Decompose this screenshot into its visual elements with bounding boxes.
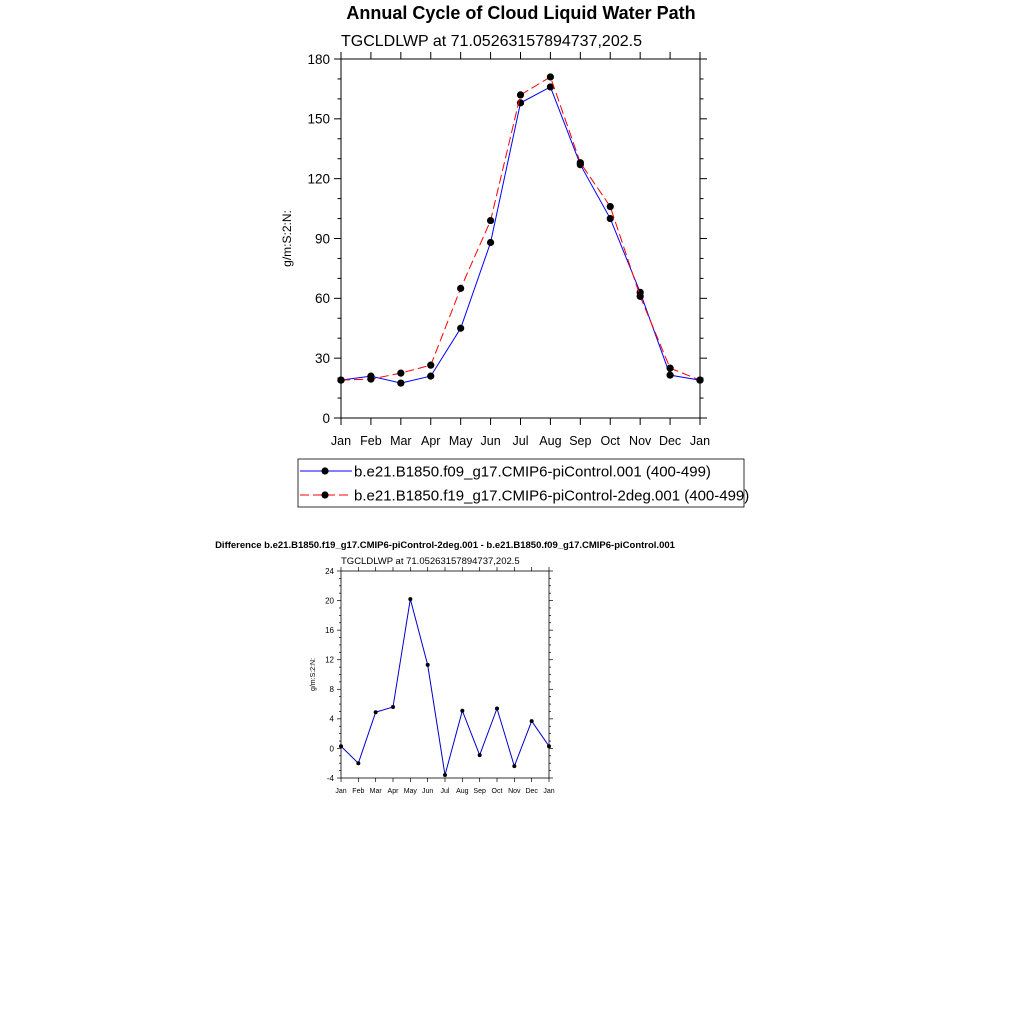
diff-x-tick-label: May xyxy=(403,788,417,795)
main-x-tick-label: Jun xyxy=(480,434,501,448)
diff-series-1-point xyxy=(547,744,551,748)
diff-series-1-line xyxy=(341,599,549,775)
diff-x-tick-label: Jul xyxy=(440,788,450,795)
main-series-2-point xyxy=(427,362,434,369)
diff-series-1-point xyxy=(339,744,343,748)
main-series-2-point xyxy=(577,159,584,166)
main-series-1-point xyxy=(487,239,494,246)
main-x-tick-label: Jul xyxy=(512,434,529,448)
main-y-tick-label: 90 xyxy=(314,231,330,247)
main-series-2-line xyxy=(341,77,700,380)
main-y-axis-label: g/m:S:2:N: xyxy=(280,210,294,267)
main-series-2-point xyxy=(517,91,524,98)
main-series-1-point xyxy=(666,372,673,379)
diff-series-1-point xyxy=(478,753,482,757)
main-series-2-point xyxy=(367,376,374,383)
main-series-2-point xyxy=(666,365,673,372)
main-legend-marker-2 xyxy=(321,491,328,498)
main-x-tick-label: Jan xyxy=(330,434,352,448)
diff-x-tick-label: Aug xyxy=(456,788,469,795)
main-x-tick-label: Feb xyxy=(360,434,382,448)
main-y-tick-label: 60 xyxy=(314,291,330,307)
main-series-2-point xyxy=(397,370,404,377)
main-y-tick-label: 0 xyxy=(322,410,330,426)
diff-series-1-point xyxy=(443,773,447,777)
main-legend-entry-1: b.e21.B1850.f09_g17.CMIP6-piControl.001 (400-499) xyxy=(354,463,711,481)
diff-y-tick-label: 0 xyxy=(329,744,334,754)
main-series-2-point xyxy=(337,377,344,384)
main-series-2-point xyxy=(637,293,644,300)
main-x-tick-label: Mar xyxy=(390,434,412,448)
diff-x-tick-label: Jan xyxy=(335,788,347,795)
diff-y-tick-label: 24 xyxy=(325,566,334,576)
diff-y-tick-label: 12 xyxy=(325,655,334,665)
main-x-tick-label: Aug xyxy=(539,434,562,448)
diff-series-1-point xyxy=(408,597,412,601)
diff-x-tick-label: Apr xyxy=(387,788,399,795)
diff-y-tick-label: 16 xyxy=(325,626,334,636)
diff-x-tick-label: Mar xyxy=(369,788,382,795)
diff-chart xyxy=(215,540,676,795)
main-series-1-point xyxy=(607,215,614,222)
main-series-2-point xyxy=(457,285,464,292)
diff-series-1-point xyxy=(512,764,516,768)
main-chart-title: Annual Cycle of Cloud Liquid Water Path xyxy=(346,3,696,23)
main-x-tick-label: Sep xyxy=(569,434,592,448)
main-series-2-point xyxy=(696,377,703,384)
main-x-tick-label: Nov xyxy=(629,434,652,448)
diff-series-1-point xyxy=(495,707,499,711)
main-y-tick-label: 180 xyxy=(307,51,330,67)
main-x-tick-label: Apr xyxy=(421,434,441,448)
main-y-tick-label: 150 xyxy=(307,111,330,127)
main-series-1-line xyxy=(341,87,700,383)
diff-y-axis-label: g/m:S:2:N: xyxy=(310,657,317,692)
diff-x-tick-label: Jun xyxy=(422,788,434,795)
diff-x-tick-label: Nov xyxy=(508,788,521,795)
main-legend-marker-1 xyxy=(321,467,328,474)
diff-plot-frame xyxy=(341,571,549,778)
main-series-2-point xyxy=(547,73,554,80)
diff-y-tick-label: 4 xyxy=(329,714,334,724)
main-x-tick-label: Oct xyxy=(600,434,620,448)
diff-y-tick-label: 20 xyxy=(325,596,334,606)
main-series-1-point xyxy=(397,379,404,386)
main-x-tick-label: Jan xyxy=(689,434,711,448)
diff-series-1-point xyxy=(530,719,534,723)
main-y-tick-label: 30 xyxy=(314,351,330,367)
main-x-tick-label: May xyxy=(448,434,473,448)
diff-chart-subtitle: TGCLDLWP at 71.05263157894737,202.5 xyxy=(341,556,520,567)
main-chart-subtitle: TGCLDLWP at 71.05263157894737,202.5 xyxy=(341,33,642,50)
main-chart xyxy=(280,3,749,507)
diff-x-tick-label: Feb xyxy=(352,788,365,795)
diff-series-1-point xyxy=(426,663,430,667)
main-series-1-point xyxy=(457,325,464,332)
main-y-tick-label: 120 xyxy=(307,171,330,187)
diff-chart-title: Difference b.e21.B1850.f19_g17.CMIP6-piControl-2deg.001 - b.e21.B1850.f09_g17.CMIP6-piControl.001 xyxy=(215,540,675,551)
diff-x-tick-label: Oct xyxy=(491,788,503,795)
diff-series-1-point xyxy=(374,710,378,714)
main-series-2-point xyxy=(487,217,494,224)
diff-x-tick-label: Dec xyxy=(525,788,538,795)
diff-series-1-point xyxy=(356,761,360,765)
main-x-tick-label: Dec xyxy=(658,434,682,448)
diff-y-tick-label: 8 xyxy=(329,685,334,695)
diff-series-1-point xyxy=(460,709,464,713)
diff-x-tick-label: Jan xyxy=(543,788,555,795)
main-plot-frame xyxy=(341,59,700,418)
main-series-1-point xyxy=(427,373,434,380)
main-series-2-point xyxy=(607,203,614,210)
main-legend-entry-2: b.e21.B1850.f19_g17.CMIP6-piControl-2deg.001 (400-499) xyxy=(354,487,750,505)
diff-y-tick-label: -4 xyxy=(326,773,334,783)
diff-series-1-point xyxy=(391,705,395,709)
diff-x-tick-label: Sep xyxy=(473,788,486,795)
